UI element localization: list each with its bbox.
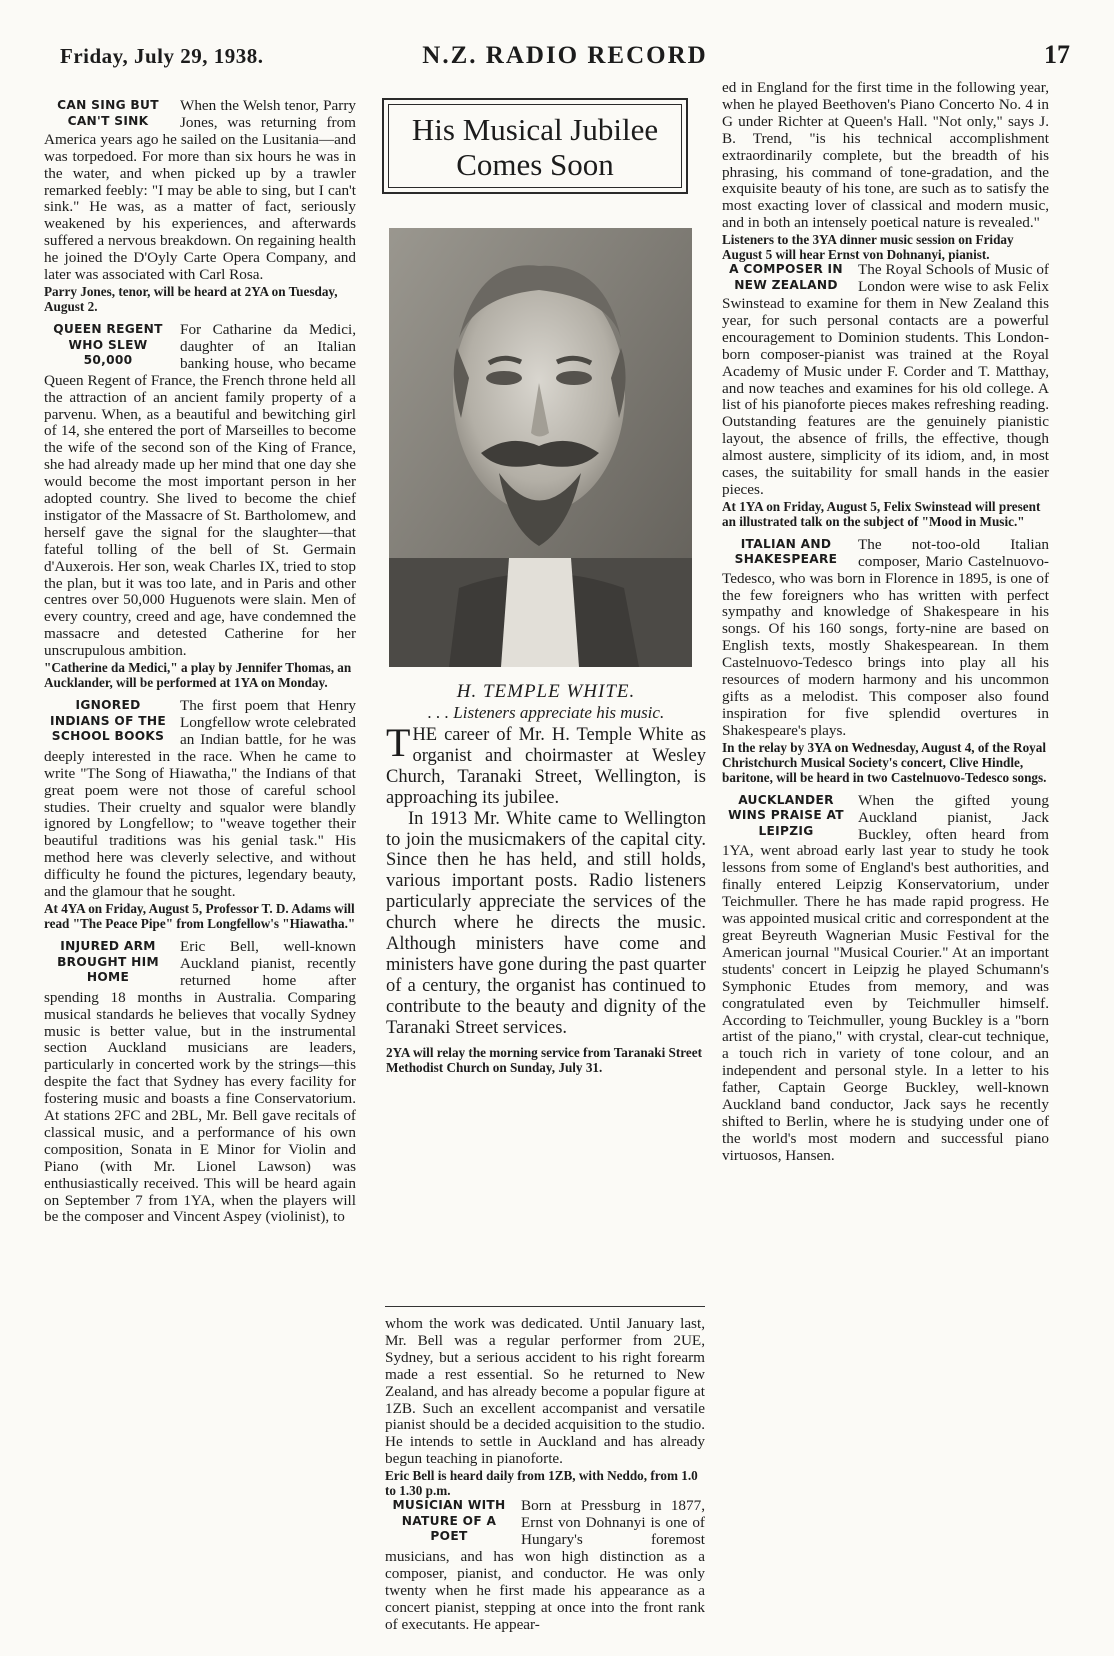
feature-title: His Musical Jubilee Comes Soon	[388, 104, 682, 188]
photo-caption	[386, 681, 706, 723]
feature-paragraph-1	[386, 720, 706, 809]
article-body: Eric Bell, well-known Auckland pianist, recently returned home after spending 18 months in Australia. Comparing musical standards he believes that vocally Sydney music is better value, but in the instrumental section Auckland musicians are leaders, particularly in concerted work by the strings—this despite the fact that Sydney has every facility for fostering music and boasts a fine Conservatorium. At stations 2FC and 2BL, Mr. Bell gave recitals of classical music, and a performance of his own composition, Sonata in E Minor for Violin and Piano (with Mr. Lionel Lawson) was enthusiastically received. This will be heard again on September 7 from 1YA, when the players will be the composer and Vincent Aspey (violinist), to	[44, 937, 356, 1226]
column-left	[44, 98, 356, 1234]
article-heading: AUCKLANDER WINS PRAISE AT LEIPZIG	[728, 792, 844, 838]
broadcast-note: Listeners to the 3YA dinner music session on Friday August 5 will hear Ernst von Dohnanyi, pianist.	[722, 232, 1014, 263]
broadcast-note: 2YA will relay the morning service from Taranaki Street Methodist Church on Sunday, July 31.	[386, 1044, 702, 1075]
article-heading: MUSICIAN WITH NATURE OF A POET	[392, 1498, 506, 1544]
article-heading: ITALIAN AND SHAKESPEARE	[734, 536, 838, 567]
broadcast-note: At 4YA on Friday, August 5, Professor T. D. Adams will read "The Peace Pipe" from Longfellow's "Hiawatha."	[44, 900, 356, 931]
column-center-lower	[385, 1316, 705, 1641]
broadcast-note: "Catherine da Medici," a play by Jennifer Thomas, an Aucklander, will be performed at 1YA on Monday.	[44, 660, 352, 691]
article-composer-nz	[722, 262, 1049, 529]
article-body: When the gifted young Auckland pianist, Jack Buckley, often heard from 1YA, went abroad early last year to study he took lessons from some of England's best authorities, and finally entered Leipzig Konservatorium, under Teichmuller. There he has made rapid progress. He was appointed musical critic and correspondent at the great Beyreuth Wagnerian Music Festival for the American journal "Musical Courier." At an important students' concert in Leipzig he played Schumann's Symphonic Etudes from memory, and was congratulated even by Teichmuller himself. According to Teichmuller, young Buckley is a "born artist of the piano," with crystal, clear-cut technique, a touch rich in variety of tone colour, and an independent and personal style. In a letter to his father, Captain George Buckley, well-known Auckland band conductor, Jack says he recently shifted to Berlin, where he is studying under one of the world's most modern and successful piano virtuosos, Hansen.	[722, 791, 1049, 1164]
page-number: 17	[1044, 40, 1070, 69]
masthead	[60, 40, 1070, 76]
article-body: For Catharine da Medici, daughter of an Italian banking house, who became Queen Regent of France, the French throne held all the attraction of an ancient family property of a parvenu. When, as a beautiful and bewitching girl of 14, she entered the port of Marseilles to become the wife of the second son of the King of France, she had already made up her mind that one day she would become the most important person in her adopted country. She lived to become the chief instigator of the Massacre of St. Bartholomew, and herself gave the signal for the slaughter—that fateful tolling of the bell of St. Germain d'Auxerois. Her son, weak Charles IX, tried to stop the plan, but it was too late, and in Paris and other centres over 50,000 Huguenots were slain. Men of every country, creed and age, have condemned the massacre and detested Catherine for her unscrupulous ambition.	[44, 320, 356, 660]
broadcast-note: In the relay by 3YA on Wednesday, August 4, of the Royal Christchurch Musical Society's concert, Clive Hindle, baritone, will be heard in two Castelnuovo-Tedesco songs.	[722, 739, 1047, 785]
broadcast-note: At 1YA on Friday, August 5, Felix Swinstead will present an illustrated talk on the subject of "Mood in Music."	[722, 498, 1041, 529]
broadcast-note: Parry Jones, tenor, will be heard at 2YA on Tuesday, August 2.	[44, 283, 338, 314]
article-body: When the Welsh tenor, Parry Jones, was returning from America years ago he sailed on the Lusitania—and was torpedoed. For more than six hours he was in the water, and when picked up by a trawler remarked feebly: "I may be able to sing, but I can't sink." He was, as a matter of fact, seriously weakened by his experiences, and afterwards suffered a nervous breakdown. On regaining health he joined the D'Oyly Carte Opera Company, and later was associated with Carl Rosa.	[44, 97, 356, 284]
article-heading: QUEEN REGENT WHO SLEW 50,000	[53, 321, 163, 368]
caption-subtitle: . . . Listeners appreciate his music.	[427, 703, 665, 722]
article-aucklander-leipzig	[722, 793, 1049, 1165]
article-body: Born at Pressburg in 1877, Ernst von Dohnanyi is one of Hungary's foremost musicians, and has won high distinction as a composer, pianist, and conductor. He was only twenty when he first made his appearance as a concert pianist, stepping at once into the front rank of executants. He appear-	[385, 1497, 705, 1633]
article-ignored-indians	[44, 698, 356, 931]
article-dohnanyi	[385, 1498, 705, 1633]
drop-cap: T	[386, 720, 411, 765]
publication-name: N.Z. RADIO RECORD	[422, 42, 708, 69]
article-queen-regent	[44, 322, 356, 690]
dohnanyi-continued: ed in England for the first time in the following year, when he played Beethoven's Piano Concerto No. 4 in G under Richter at Queen's Hall. "Not only," says J. B. Trend, "is his technical accomplishment extraordinarily complete, but the breadth of his phrasing, his command of tone-gradation, and the exquisite beauty of his tone, are such as to satisfy the most exacting lover of classical and modern music, and in both an intensely poetical nature is revealed."	[722, 79, 1049, 232]
article-body: The first poem that Henry Longfellow wrote celebrated an Indian battle, for he was deeply interested in the race. When he came to write "The Song of Hiawatha," the Indians of that great poem were not those of careful school studies. Their cruelty and squalor were blandly ignored by Longfellow; to "weave together their beautiful traditions was his genial task." His method here was cleverly selective, and without difficulty he found the pictures, legendary beauty, and the glamour that he sought.	[44, 697, 356, 901]
caption-name: H. TEMPLE WHITE.	[456, 681, 636, 702]
feature-article	[386, 720, 706, 1075]
feature-paragraph-1-text: HE career of Mr. H. Temple White as organist and choirmaster at Wesley Church, Taranaki Street, Wellington, is approaching its jubilee.	[386, 725, 706, 808]
column-right	[722, 80, 1049, 1173]
article-heading: A COMPOSER IN NEW ZEALAND	[729, 262, 843, 292]
article-heading: CAN SING BUT CAN'T SINK	[57, 98, 159, 128]
article-can-sing	[44, 98, 356, 314]
article-heading: IGNORED INDIANS OF THE SCHOOL BOOKS	[49, 698, 166, 744]
feature-paragraph-2: In 1913 Mr. White came to Wellington to join the musicmakers of the capital city. Since then he has held, and still holds, various important posts. Radio listeners particularly appreciate the services of the church where he directs the music. Although ministers have come and ministers have gone during the past quarter of a century, the organist has continued to contribute to the beauty and dignity of the Taranaki Street services.	[386, 808, 706, 1038]
article-body: The Royal Schools of Music of London were wise to ask Felix Swinstead to examine for them in New Zealand this year, for such personal contacts are a powerful encouragement to Dominion students. This London-born composer-pianist was trained at the Royal Academy of Music under F. Corder and T. Matthay, and now teaches and examines for his old college. A list of his pianoforte pieces makes refreshing reading. Outstanding features are the genuinely pianistic layout, the absence of frills, the effective, though almost austere, simplicity of its idiom, and, in most cases, the suitability for small hands in the easier pieces.	[722, 261, 1049, 498]
article-italian-shakespeare	[722, 537, 1049, 785]
broadcast-note: Eric Bell is heard daily from 1ZB, with Neddo, from 1.0 to 1.30 p.m.	[385, 1468, 698, 1499]
portrait-photo	[389, 228, 692, 667]
bell-continued: whom the work was dedicated. Until January last, Mr. Bell was a regular performer from 2UE, Sydney, but a serious accident to his right forearm made a rest essential. So he returned to New Zealand, and has already become a popular figure at 1ZB. Such an excellent accompanist and versatile pianist should be a decided acquisition to the studio. He intends to settle in Auckland and has already begun teaching in pianoforte.	[385, 1315, 705, 1468]
issue-date: Friday, July 29, 1938.	[60, 44, 264, 68]
column-divider	[385, 1306, 705, 1307]
article-body: The not-too-old Italian composer, Mario Castelnuovo-Tedesco, who was born in Florence in 1895, is one of the few foreigners who has written with perfect sympathy and knowledge of Shakespeare in his songs. Of his 160 songs, forty-nine are based on English texts, mostly Shakespearean. In them Castelnuovo-Tedesco brings into play all his resources of modern harmony and his uncommon gifts as a melodist. This composer also found inspiration for five splendid overtures in Shakespeare's plays.	[722, 535, 1049, 739]
article-injured-arm	[44, 939, 356, 1226]
article-heading: INJURED ARM BROUGHT HIM HOME	[57, 938, 159, 985]
feature-title-box	[382, 98, 688, 194]
